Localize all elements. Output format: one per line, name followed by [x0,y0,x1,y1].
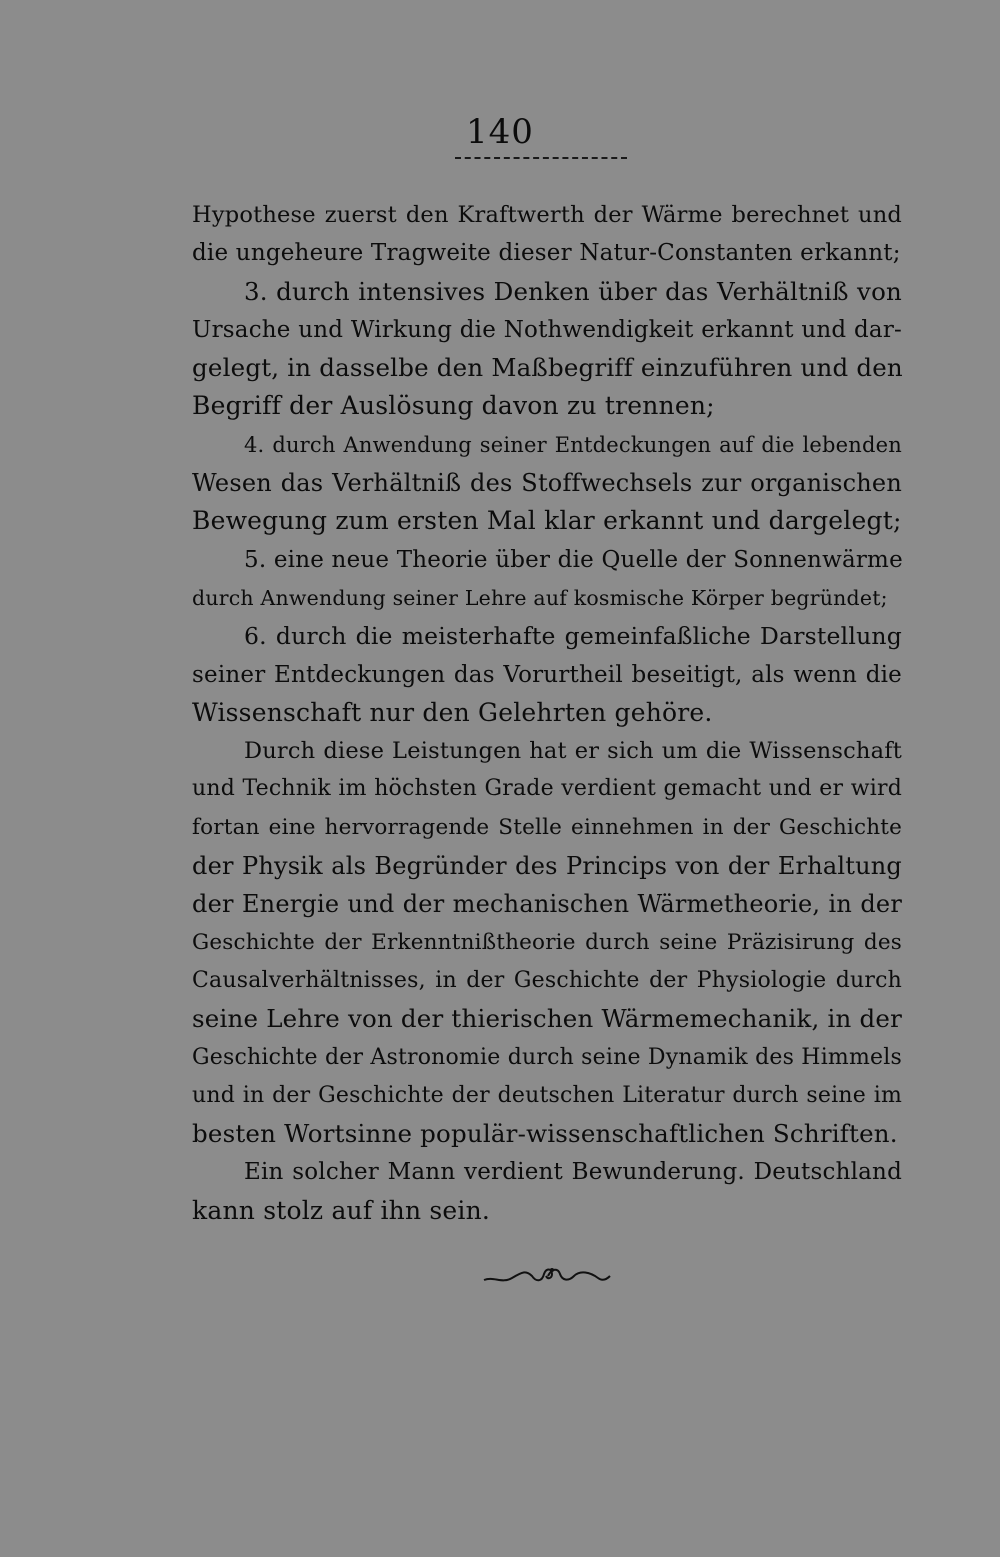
text-line: die ungeheure Tragweite dieser Natur-Constanten erkannt; [192,240,901,267]
text-line: Causalverhältnisses, in der Geschichte der Physiologie durch [192,967,902,993]
text-line: besten Wortsinne populär-wissenschaftlichen Schriften. [192,1119,898,1149]
text-line: 5. eine neue Theorie über die Quelle der Sonnenwärme [244,546,903,573]
text-line: der Energie und der mechanischen Wärmetheorie, in der [192,890,902,919]
text-line: kann stolz auf ihn sein. [192,1195,491,1225]
text-line: gelegt, in dasselbe den Maßbegriff einzuführen und den [192,353,903,383]
text-line: 4. durch Anwendung seiner Entdeckungen auf die lebenden [244,432,902,457]
text-line: 6. durch die meisterhafte gemeinfaßliche Darstellung [244,622,902,651]
text-line: Geschichte der Astronomie durch seine Dynamik des Himmels [192,1044,902,1070]
text-line: Geschichte der Erkenntnißtheorie durch seine Präzisirung des [192,929,902,955]
text-line: Wesen das Verhältniß des Stoffwechsels zur organischen [192,469,902,498]
text-line: Bewegung zum ersten Mal klar erkannt und dargelegt; [192,506,902,536]
text-line: seiner Entdeckungen das Vorurtheil beseitigt, als wenn die [192,661,902,688]
text-line: Hypothese zuerst den Kraftwerth der Wärme berechnet und [192,202,902,228]
text-line: Ursache und Wirkung die Nothwendigkeit erkannt und dar- [192,316,902,343]
text-line: und Technik im höchsten Grade verdient gemacht und er wird [192,776,902,802]
text-line: Ein solcher Mann verdient Bewunderung. Deutschland [244,1159,902,1186]
text-line: seine Lehre von der thierischen Wärmemechanik, in der [192,1004,902,1034]
text-line: 3. durch intensives Denken über das Verhältniß von [244,276,902,306]
text-line: und in der Geschichte der deutschen Literatur durch seine im [192,1082,902,1108]
text-line: fortan eine hervorragende Stelle einnehmen in der Geschichte [192,814,902,840]
page-number: 140 [466,112,534,152]
text-line: Wissenschaft nur den Gelehrten gehöre. [192,697,713,727]
flourish-icon [482,1262,612,1292]
body-text [192,196,902,1230]
text-line: der Physik als Begründer des Princips von der Erhaltung [192,852,902,881]
text-line: Durch diese Leistungen hat er sich um die Wissenschaft [244,738,902,765]
text-line: durch Anwendung seiner Lehre auf kosmische Körper begründet; [192,585,888,610]
text-line: Begriff der Auslösung davon zu trennen; [192,391,715,421]
header-rule [455,157,627,159]
end-ornament [482,1262,612,1292]
